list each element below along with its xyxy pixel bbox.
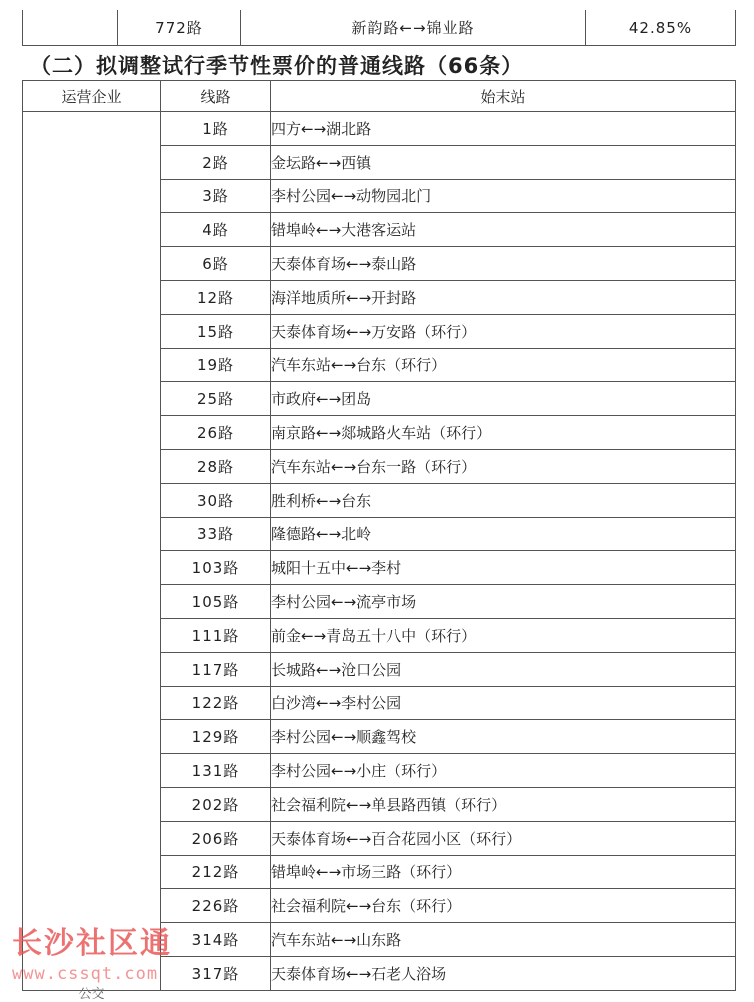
table-header-row [23,81,736,112]
line-cell: 19路 [161,348,271,382]
watermark-name: 长沙社区通 [12,926,172,961]
ends-cell: 李村公园←→动物园北门 [271,179,736,213]
ends-cell: 南京路←→郯城路火车站（环行） [271,416,736,450]
ends-cell: 长城路←→沧口公园 [271,652,736,686]
empty-cell [23,10,117,45]
line-cell: 131路 [161,754,271,788]
ends-cell: 天泰体育场←→泰山路 [271,247,736,281]
line-cell: 202路 [161,787,271,821]
ends-cell: 前金←→青岛五十八中（环行） [271,618,736,652]
line-cell: 105路 [161,585,271,619]
previous-table-last-row [22,10,736,46]
line-cell: 317路 [161,956,271,990]
line-cell: 25路 [161,382,271,416]
watermark-url: www.cssqt.com [12,964,159,984]
line-cell: 33路 [161,517,271,551]
line-cell: 206路 [161,821,271,855]
header-line: 线路 [161,81,271,112]
percent-cell: 42.85% [585,10,735,45]
line-cell: 212路 [161,855,271,889]
ends-cell: 汽车东站←→台东一路（环行） [271,449,736,483]
line-cell: 226路 [161,889,271,923]
ends-cell: 社会福利院←→单县路西镇（环行） [271,787,736,821]
line-cell: 1路 [161,112,271,146]
ends-cell: 李村公园←→流亭市场 [271,585,736,619]
header-ends: 始末站 [271,81,736,112]
company-cell [23,112,161,1002]
ends-cell: 汽车东站←→台东（环行） [271,348,736,382]
ends-cell: 胜利桥←→台东 [271,483,736,517]
ends-cell: 天泰体育场←→石老人浴场 [271,956,736,990]
line-cell: 12路 [161,280,271,314]
line-cell: 111路 [161,618,271,652]
ends-cell: 海洋地质所←→开封路 [271,280,736,314]
ends-cell: 天泰体育场←→万安路（环行） [271,314,736,348]
table-row [23,112,736,146]
ends-cell: 隆德路←→北岭 [271,517,736,551]
ends-cell: 错埠岭←→市场三路（环行） [271,855,736,889]
line-cell: 6路 [161,247,271,281]
line-cell: 4路 [161,213,271,247]
line-cell: 30路 [161,483,271,517]
line-cell: 15路 [161,314,271,348]
line-cell: 28路 [161,449,271,483]
ends-cell: 金坛路←→西镇 [271,145,736,179]
line-cell: 314路 [161,923,271,957]
section-title: （二）拟调整试行季节性票价的普通线路（66条） [30,54,524,78]
line-cell: 117路 [161,652,271,686]
ends-cell: 错埠岭←→大港客运站 [271,213,736,247]
route-line-cell: 772路 [117,10,240,45]
ends-cell: 白沙湾←→李村公园 [271,686,736,720]
ends-cell: 天泰体育场←→百合花园小区（环行） [271,821,736,855]
header-company: 运营企业 [23,81,161,112]
line-cell: 26路 [161,416,271,450]
line-cell: 103路 [161,551,271,585]
line-cell: 3路 [161,179,271,213]
line-cell: 2路 [161,145,271,179]
ends-cell: 李村公园←→小庄（环行） [271,754,736,788]
ends-cell: 李村公园←→顺鑫驾校 [271,720,736,754]
ends-cell: 四方←→湖北路 [271,112,736,146]
company-label: 公交 [78,986,105,1002]
ends-cell: 汽车东站←→山东路 [271,923,736,957]
routes-table [22,80,736,1002]
line-cell: 129路 [161,720,271,754]
ends-cell: 社会福利院←→台东（环行） [271,889,736,923]
route-ends-cell: 新韵路←→锦业路 [240,10,585,45]
line-cell: 122路 [161,686,271,720]
ends-cell: 城阳十五中←→李村 [271,551,736,585]
ends-cell: 市政府←→团岛 [271,382,736,416]
